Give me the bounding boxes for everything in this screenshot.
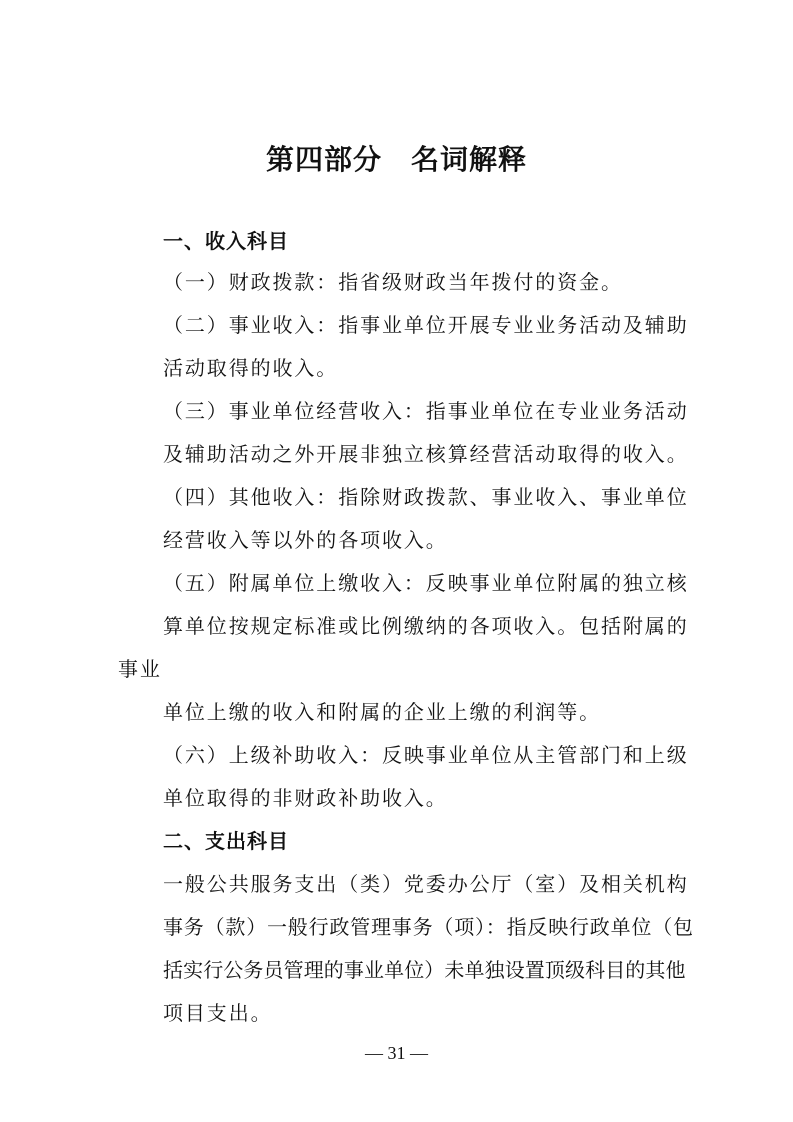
page-number: — 31 —	[365, 1043, 428, 1063]
paragraph-line: （五）附属单位上缴收入：反映事业单位附属的独立核	[163, 571, 689, 595]
page-title: 第四部分 名词解释	[265, 143, 527, 176]
paragraph-line: 事业	[118, 657, 162, 681]
paragraph-line: 及辅助活动之外开展非独立核算经营活动取得的收入。	[163, 442, 689, 466]
paragraph-line: （四）其他收入：指除财政拨款、事业收入、事业单位	[163, 485, 689, 509]
section-heading-expenditure: 二、支出科目	[163, 829, 289, 853]
paragraph-line: 单位取得的非财政补助收入。	[163, 786, 448, 810]
paragraph-line: （六）上级补助收入：反映事业单位从主管部门和上级	[163, 743, 689, 767]
paragraph-line: （二）事业收入：指事业单位开展专业业务活动及辅助	[163, 313, 689, 337]
section-heading-income: 一、收入科目	[163, 229, 289, 253]
paragraph-line: 括实行公务员管理的事业单位）未单独设置顶级科目的其他	[163, 958, 686, 982]
paragraph-line: 活动取得的收入。	[163, 356, 339, 380]
paragraph-line: 单位上缴的收入和附属的企业上缴的利润等。	[163, 700, 601, 724]
paragraph-line: （三）事业单位经营收入：指事业单位在专业业务活动	[163, 399, 689, 423]
paragraph-line: 事务（款）一般行政管理事务（项）：指反映行政单位（包	[163, 915, 694, 939]
paragraph-line: （一）财政拨款：指省级财政当年拨付的资金。	[163, 270, 623, 294]
paragraph-line: 经营收入等以外的各项收入。	[163, 528, 448, 552]
paragraph-line: 一般公共服务支出（类）党委办公厅（室）及相关机构	[163, 872, 689, 896]
paragraph-line: 算单位按规定标准或比例缴纳的各项收入。包括附属的	[163, 614, 689, 638]
paragraph-line: 项目支出。	[163, 1001, 273, 1025]
